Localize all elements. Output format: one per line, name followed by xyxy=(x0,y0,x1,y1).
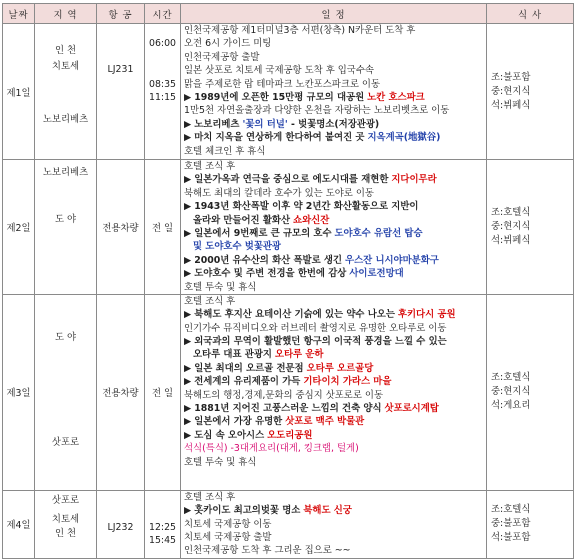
meal-cell xyxy=(487,24,574,160)
header-time: 시간 xyxy=(145,4,181,24)
schedule-line: ▶ 도야호수 및 주변 전경을 한번에 감상 사이로전망대 xyxy=(184,268,404,280)
schedule-cell xyxy=(181,24,487,160)
bullet-icon: ▶ xyxy=(184,201,192,213)
bullet-icon: ▶ xyxy=(184,416,192,428)
schedule-line: ▶ 일본가옥과 연극을 중심으로 에도시대를 재현한 지다이무라 xyxy=(184,174,437,186)
schedule-line: ▶ 홋카이도 최고의벚꽃 명소 북해도 신궁 xyxy=(184,505,352,517)
bullet-icon: ▶ xyxy=(184,429,192,441)
bullet-icon: ▶ xyxy=(184,118,192,130)
bullet-icon: ▶ xyxy=(184,403,192,415)
schedule-line: 석식(특식) -3대게요리(대게, 킹크랩, 털게) xyxy=(184,443,359,455)
highlight: 후키다시 공원 xyxy=(397,309,456,321)
header-schedule: 일 정 xyxy=(181,4,487,24)
region-item: 삿포로 xyxy=(51,437,80,449)
schedule-line: ▶ 1943년 화산폭발 이후 약 2년간 화산활동으로 지반이 xyxy=(184,201,419,213)
region-item: 인 천 xyxy=(54,45,77,56)
schedule-line: 1만5천 자연올출장과 다양한 온천을 자랑하는 노보리벳츠로 이동 xyxy=(184,105,450,117)
day-row-4 xyxy=(3,490,574,558)
region-item: 노보리베츠 xyxy=(42,113,89,125)
meal-cell xyxy=(487,294,574,490)
schedule-line: ▶ 2000년 유수산의 화산 폭발로 생긴 우스잔 니시야마분화구 xyxy=(184,254,439,266)
schedule-line: 올라와 만들어진 활화산 쇼와신잔 xyxy=(192,214,330,226)
header-date: 날짜 xyxy=(3,4,35,24)
schedule-line: 치토세 국제공항 이동 xyxy=(184,518,272,530)
time-cell xyxy=(145,24,181,160)
schedule-line: 인기가수 뮤직비디오와 러브레터 촬영지로 유명한 오타루로 이동 xyxy=(184,322,447,334)
header-flight: 항 공 xyxy=(97,4,145,24)
region-item: 인 천 xyxy=(54,527,77,539)
schedule-line: 호텔 조식 후 xyxy=(184,161,236,172)
schedule-cell xyxy=(181,294,487,490)
highlight: '꽃의 터널' xyxy=(242,118,288,130)
flight-number: 전용차량 xyxy=(102,222,139,234)
schedule-line: ▶ 일본에서 9번째로 큰 규모의 호수 도야호수 유람선 탑승 xyxy=(184,227,423,239)
schedule-line: ▶ 1989년에 오픈한 15만평 규모의 대공원 노칸 호스파크 xyxy=(184,91,425,103)
meal-item: 석:뷔페식 xyxy=(491,99,531,111)
schedule-cell xyxy=(181,490,487,558)
schedule-line: 호텔 조식 후 xyxy=(184,491,236,503)
flight-cell xyxy=(97,160,145,295)
region-cell xyxy=(35,160,97,295)
region-item: 도 야 xyxy=(54,331,77,343)
schedule-line: 북해도 최대의 칼데라 호수가 있는 도야로 이동 xyxy=(184,187,374,199)
day-row-3 xyxy=(3,294,574,490)
meal-item: 석:뷔페식 xyxy=(491,234,531,246)
schedule-line: ▶ 외국과의 무역이 활발했던 항구의 이국적 풍경을 느낄 수 있는 xyxy=(184,336,447,348)
meal-item: 중:현지식 xyxy=(491,220,531,232)
bullet-icon: ▶ xyxy=(184,376,192,388)
bullet-icon: ▶ xyxy=(184,309,192,321)
highlight: 지다이무라 xyxy=(391,174,437,186)
schedule-line: ▶ 전세계의 유리제품이 가득 기타이치 가라스 마을 xyxy=(184,376,392,388)
schedule-line: ▶ 일본 최대의 오르골 전문점 오타루 오르골당 xyxy=(184,362,374,374)
schedule-line: 북해도의 행정,경제,문화의 중심지 삿포로로 이동 xyxy=(184,389,384,401)
highlight: 도야호수 유람선 탑승 xyxy=(334,227,423,239)
highlight: 노칸 호스파크 xyxy=(367,91,425,103)
meal-item: 석:게요리 xyxy=(491,400,531,412)
region-item: 도 야 xyxy=(54,214,77,226)
bullet-icon: ▶ xyxy=(184,362,192,374)
day-row-1 xyxy=(3,24,574,160)
meal-item: 중:현지식 xyxy=(491,386,531,398)
highlight: 오타루 운하 xyxy=(274,349,324,361)
bullet-icon: ▶ xyxy=(184,254,192,266)
flight-number: LJ232 xyxy=(107,521,134,533)
time-cell xyxy=(145,294,181,490)
highlight: 쇼와신잔 xyxy=(293,214,330,226)
region-item: 삿포로 xyxy=(51,494,80,506)
day-label: 제3일 xyxy=(3,294,35,490)
schedule-cell xyxy=(181,160,487,295)
schedule-line: ▶ 북해도 후지산 요테이산 기슭에 있는 약수 나오는 후키다시 공원 xyxy=(184,309,456,321)
highlight: 오도리공원 xyxy=(267,429,313,441)
itinerary-table xyxy=(2,3,574,559)
time-item: 06:00 xyxy=(148,38,177,50)
time-item: 전 일 xyxy=(151,222,174,234)
schedule-line: 치토세 국제공항 출발 xyxy=(184,532,272,544)
bullet-icon: ▶ xyxy=(184,132,192,144)
meal-item: 석:불포함 xyxy=(491,532,531,544)
highlight: 북해도 신궁 xyxy=(303,505,352,517)
flight-number: 전용차량 xyxy=(102,388,139,400)
schedule-line: 호텔 투숙 및 휴식 xyxy=(184,281,257,293)
schedule-line: 오타루 대표 관광지 오타루 운하 xyxy=(192,349,324,361)
bullet-icon: ▶ xyxy=(184,505,192,517)
time-cell xyxy=(145,160,181,295)
time-item: 08:35 xyxy=(148,78,177,90)
day-label: 제2일 xyxy=(3,160,35,295)
region-item: 치토세 xyxy=(51,514,80,526)
time-item: 12:25 xyxy=(148,521,177,533)
time-cell xyxy=(145,490,181,558)
schedule-line: 호텔 체크인 후 휴식 xyxy=(184,145,266,157)
highlight: 삿포로시계탑 xyxy=(384,403,439,415)
schedule-line: 일본 삿포로 치토세 국제공항 도착 후 입국수속 xyxy=(184,65,374,77)
bullet-icon: ▶ xyxy=(184,227,192,239)
meal-item: 조:호텔식 xyxy=(491,372,531,384)
time-item: 전 일 xyxy=(151,388,174,400)
meal-item: 조:호텔식 xyxy=(491,206,531,218)
highlight: 기타이치 가라스 마을 xyxy=(303,376,392,388)
header-row xyxy=(3,4,574,24)
schedule-line: 인천국제공항 도착 후 그리운 집으로 ~~ xyxy=(184,545,351,557)
schedule-line: ▶ 1881년 지어진 고풍스러운 느낌의 건축 양식 삿포로시계탑 xyxy=(184,403,439,415)
region-cell xyxy=(35,294,97,490)
region-cell xyxy=(35,24,97,160)
region-item: 노보리베츠 xyxy=(42,167,89,178)
highlight: 사이로전망대 xyxy=(349,268,404,280)
schedule-line: ▶ 마치 지옥을 연상하게 한다하여 붙여진 곳 지옥계곡(地獄谷) xyxy=(184,132,441,144)
bullet-icon: ▶ xyxy=(184,174,192,186)
region-item: 치토세 xyxy=(51,61,80,73)
time-item: 15:45 xyxy=(148,535,177,547)
flight-cell xyxy=(97,24,145,160)
bullet-icon: ▶ xyxy=(184,336,192,348)
meal-cell xyxy=(487,490,574,558)
time-item: 11:15 xyxy=(148,91,177,103)
header-region: 지 역 xyxy=(35,4,97,24)
meal-item: 조:호텔식 xyxy=(491,504,531,516)
schedule-line: ▶ 노보리베츠 '꽃의 터널' - 벚꽃명소(저장관광) xyxy=(184,118,380,130)
meal-item: 조:불포함 xyxy=(491,71,531,83)
flight-cell xyxy=(97,490,145,558)
meal-item: 중:불포함 xyxy=(491,518,531,530)
meal-item: 중:현지식 xyxy=(491,85,531,97)
day-label: 제1일 xyxy=(3,24,35,160)
schedule-line xyxy=(184,240,486,253)
day-row-2 xyxy=(3,160,574,295)
schedule-line: 호텔 조식 후 xyxy=(184,295,236,307)
highlight: 삿포로 맥주 박물관 xyxy=(285,416,365,428)
highlight: 지옥계곡(地獄谷) xyxy=(367,132,441,144)
header-meal: 식 사 xyxy=(487,4,574,24)
highlight: 우스잔 니시야마분화구 xyxy=(345,254,439,266)
region-cell xyxy=(35,490,97,558)
flight-number: LJ231 xyxy=(107,63,134,75)
schedule-line: 오전 6시 가이드 미팅 xyxy=(184,38,272,50)
highlight: 오타루 오르골당 xyxy=(306,362,374,374)
schedule-line: 인천국제공항 제1터미널3층 서편(창측) N카운터 도착 후 xyxy=(184,25,416,36)
schedule-line: ▶ 일본에서 가장 유명한 삿포로 맥주 박물관 xyxy=(184,416,365,428)
meal-cell xyxy=(487,160,574,295)
schedule-line: 맑을 주제로한 랍 테마파크 노칸포스파크로 이동 xyxy=(184,78,381,90)
schedule-line: 호텔 투숙 및 휴식 xyxy=(184,456,257,468)
highlight: 및 도야호수 벚꽃관광 xyxy=(192,241,281,253)
schedule-line: 인천국제공항 출발 xyxy=(184,51,260,63)
schedule-line: ▶ 도심 속 오아시스 오도리공원 xyxy=(184,429,313,441)
day-label: 제4일 xyxy=(3,490,35,558)
flight-cell xyxy=(97,294,145,490)
bullet-icon: ▶ xyxy=(184,268,192,280)
bullet-icon: ▶ xyxy=(184,91,192,103)
